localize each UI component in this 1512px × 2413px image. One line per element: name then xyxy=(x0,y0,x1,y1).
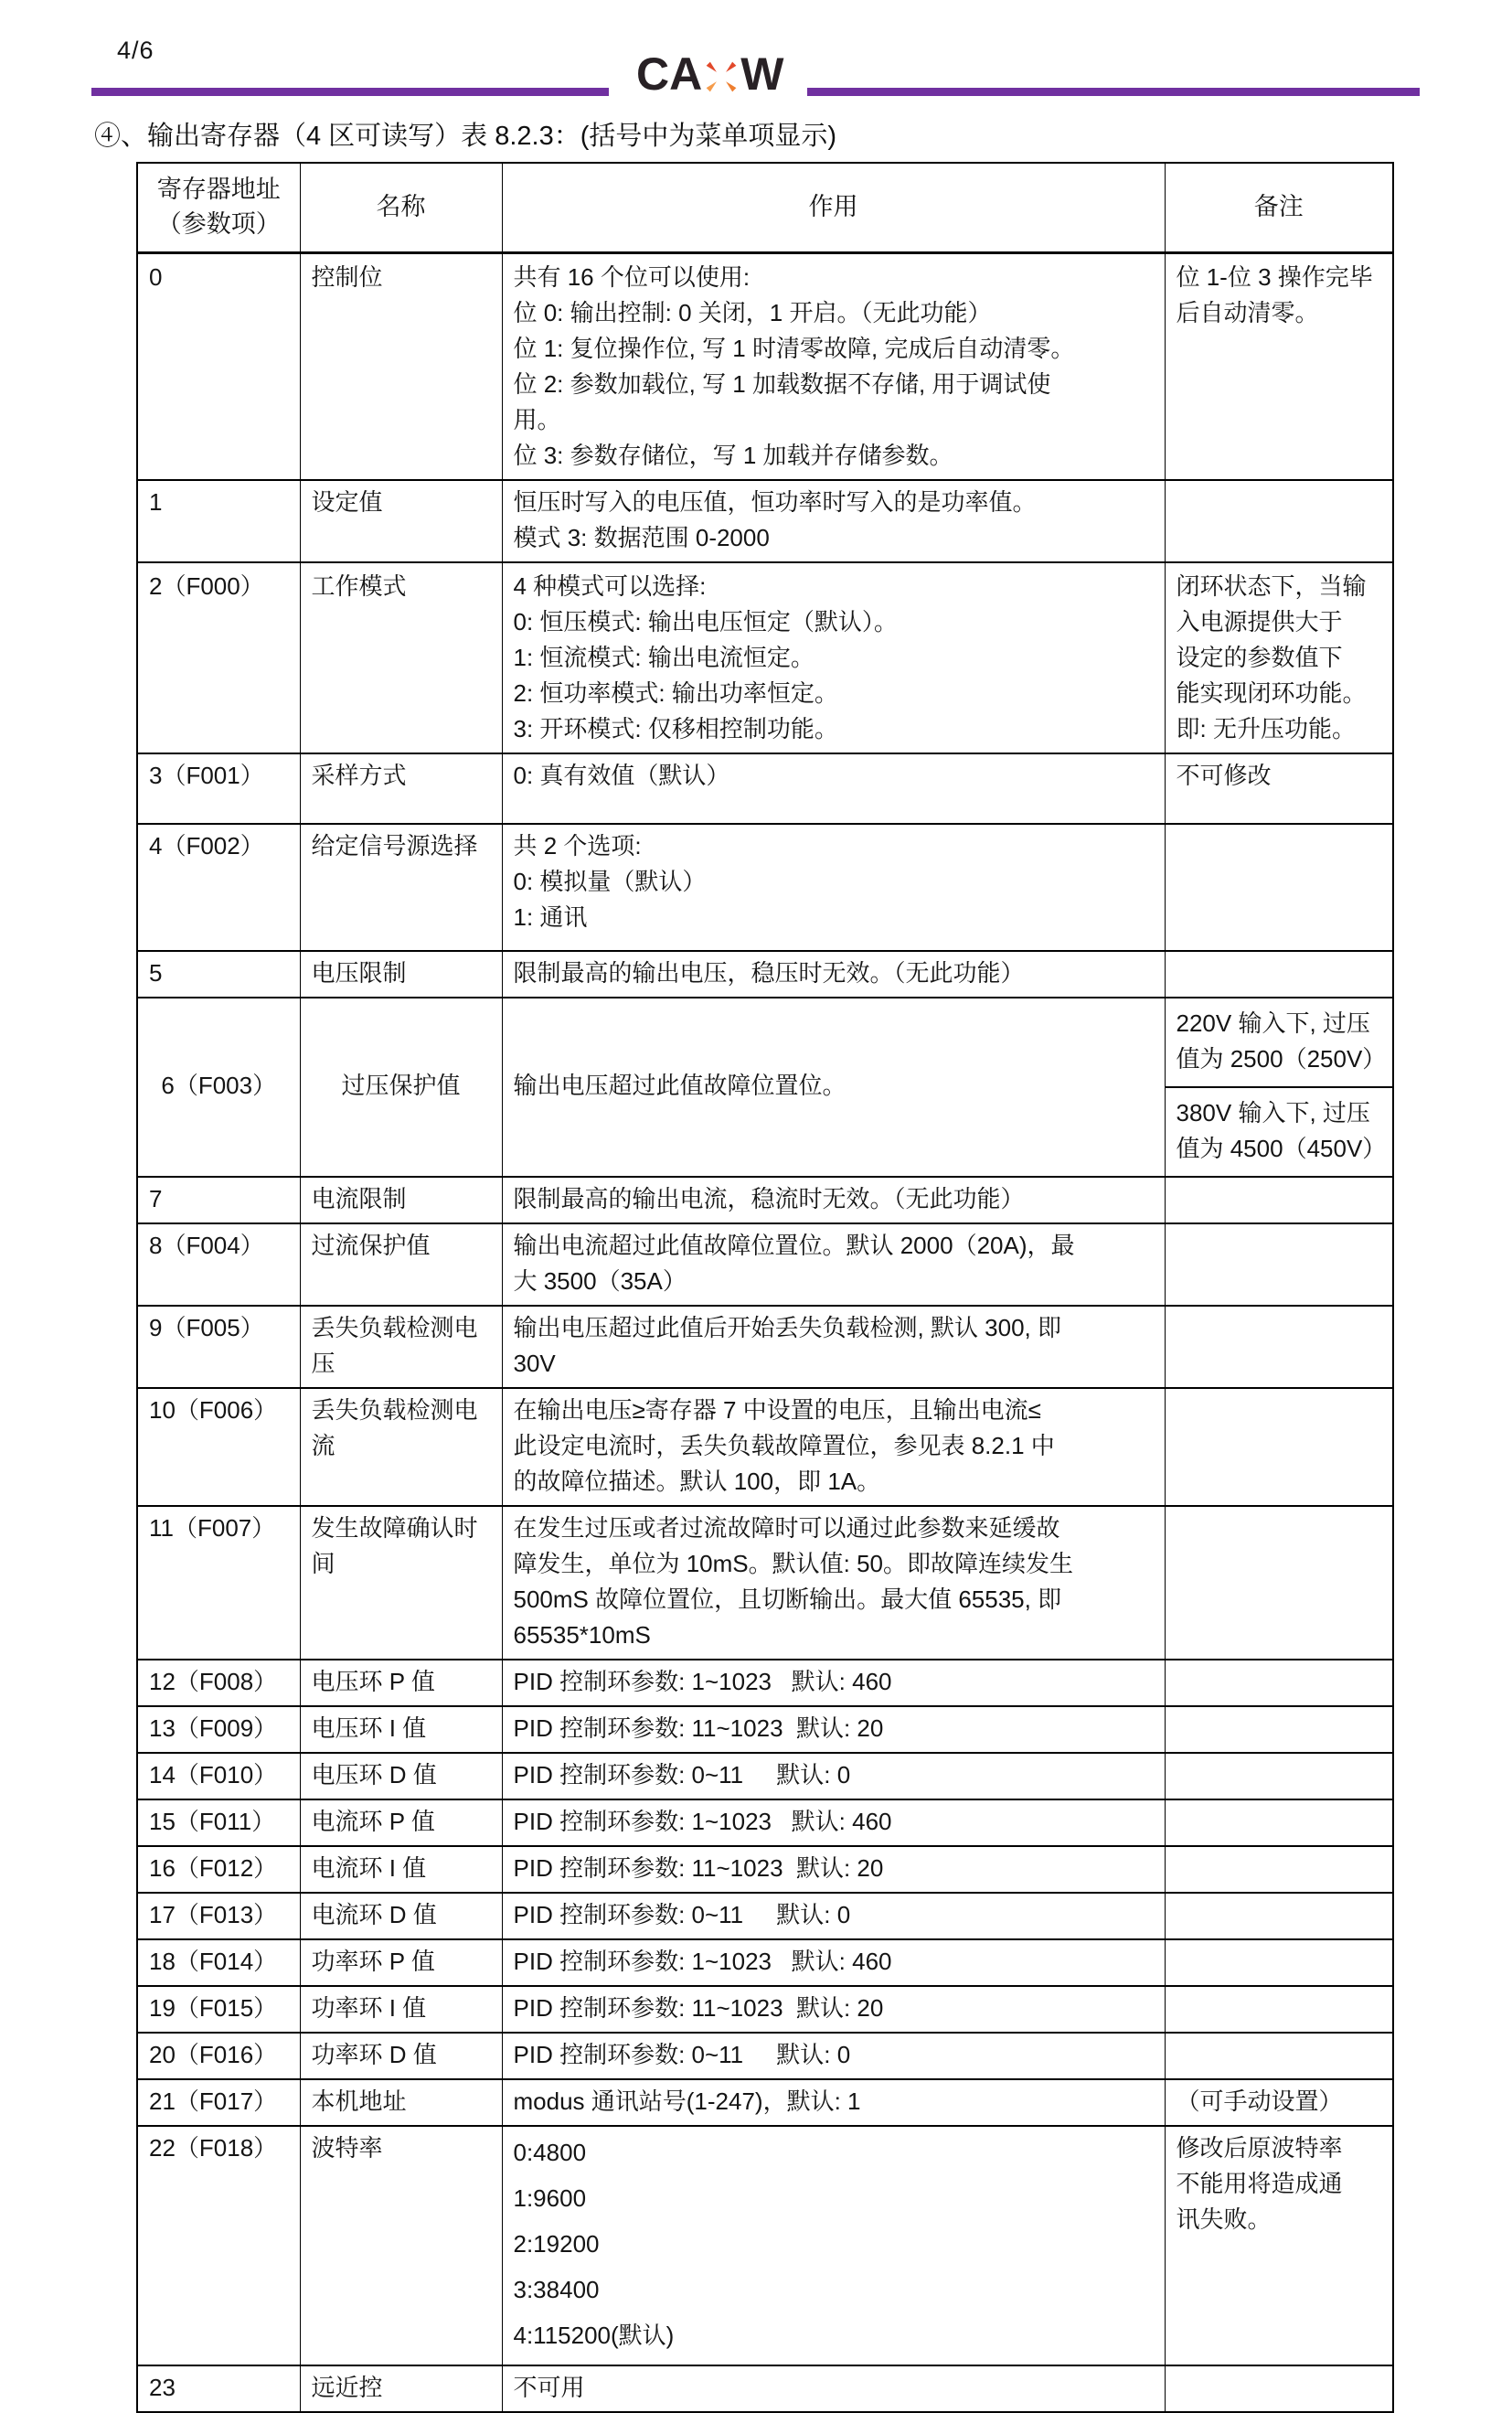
register-action-cell: 恒压时写入的电压值，恒功率时写入的是功率值。 模式 3: 数据范围 0-2000 xyxy=(502,480,1165,562)
table-row xyxy=(137,1706,1393,1753)
register-name-cell: 过流保护值 xyxy=(300,1223,502,1306)
register-address-cell: 20（F016） xyxy=(137,2033,300,2079)
register-action-cell: PID 控制环参数: 0~11 默认: 0 xyxy=(502,2033,1165,2079)
logo-letters-left: CA xyxy=(636,48,703,100)
table-row xyxy=(137,1223,1393,1306)
register-address-cell: 5 xyxy=(137,951,300,998)
register-name-cell: 电压环 P 值 xyxy=(300,1660,502,1706)
table-row xyxy=(137,1893,1393,1939)
register-remark-cell xyxy=(1165,1893,1393,1939)
register-remark-cell xyxy=(1165,1306,1393,1388)
table-row xyxy=(137,1506,1393,1660)
register-name-cell: 功率环 I 值 xyxy=(300,1986,502,2033)
register-address-cell: 22（F018） xyxy=(137,2126,300,2365)
register-action-cell: PID 控制环参数: 1~1023 默认: 460 xyxy=(502,1660,1165,1706)
register-remark-cell xyxy=(1165,1223,1393,1306)
register-remark-cell xyxy=(1165,480,1393,562)
register-name-cell: 丢失负载检测电流 xyxy=(300,1388,502,1506)
register-name-cell: 丢失负载检测电压 xyxy=(300,1306,502,1388)
register-remark-cell: 闭环状态下，当输 入电源提供大于 设定的参数值下 能实现闭环功能。 即: 无升压功能。 xyxy=(1165,562,1393,753)
register-name-cell: 远近控 xyxy=(300,2365,502,2412)
register-name-cell: 电压环 D 值 xyxy=(300,1753,502,1799)
register-remark-cell xyxy=(1165,1388,1393,1506)
register-name-cell: 电压环 I 值 xyxy=(300,1706,502,1753)
table-row xyxy=(137,1986,1393,2033)
table-row xyxy=(137,2033,1393,2079)
registers-table-wrap xyxy=(136,162,1394,2413)
register-name-cell: 采样方式 xyxy=(300,753,502,824)
register-address-cell: 14（F010） xyxy=(137,1753,300,1799)
section-heading: ④、输出寄存器（4 区可读写）表 8.2.3：(括号中为菜单项显示) xyxy=(94,122,837,151)
register-action-cell: 限制最高的输出电流，稳流时无效。（无此功能） xyxy=(502,1177,1165,1223)
col-header-action: 作用 xyxy=(502,163,1165,252)
registers-table xyxy=(136,162,1394,2413)
brand-rule-left-segment xyxy=(91,88,609,96)
register-remark-cell xyxy=(1165,2365,1393,2412)
x-spark-icon xyxy=(704,59,739,94)
register-name-cell: 电流环 I 值 xyxy=(300,1846,502,1893)
register-address-cell: 19（F015） xyxy=(137,1986,300,2033)
register-action-cell: PID 控制环参数: 1~1023 默认: 460 xyxy=(502,1939,1165,1986)
register-remark-cell xyxy=(1165,1177,1393,1223)
register-name-cell: 发生故障确认时间 xyxy=(300,1506,502,1660)
table-row xyxy=(137,1388,1393,1506)
register-address-cell: 1 xyxy=(137,480,300,562)
col-header-remark: 备注 xyxy=(1165,163,1393,252)
col-header-name: 名称 xyxy=(300,163,502,252)
register-address-cell: 17（F013） xyxy=(137,1893,300,1939)
remark-sub-cell: 220V 输入下, 过压 值为 2500（250V） xyxy=(1166,998,1393,1088)
table-row xyxy=(137,2365,1393,2412)
register-address-cell: 6（F003） xyxy=(137,998,300,1177)
register-name-cell: 过压保护值 xyxy=(300,998,502,1177)
brand-rule-right-segment xyxy=(807,88,1420,96)
register-remark-cell xyxy=(1165,1799,1393,1846)
table-body xyxy=(137,252,1393,2412)
register-name-cell: 功率环 D 值 xyxy=(300,2033,502,2079)
register-remark-cell xyxy=(1165,1846,1393,1893)
register-address-cell: 3（F001） xyxy=(137,753,300,824)
register-action-cell: PID 控制环参数: 0~11 默认: 0 xyxy=(502,1893,1165,1939)
register-action-cell: 4 种模式可以选择: 0: 恒压模式: 输出电压恒定（默认）。 1: 恒流模式: 输出电流恒定。 2: 恒功率模式: 输出功率恒定。 3: 开环模式: 仅移相控制功能。 xyxy=(502,562,1165,753)
header-row xyxy=(137,163,1393,252)
register-name-cell: 本机地址 xyxy=(300,2079,502,2126)
brand-logo xyxy=(636,48,784,100)
register-address-cell: 0 xyxy=(137,252,300,480)
table-head xyxy=(137,163,1393,252)
table-row xyxy=(137,1753,1393,1799)
register-action-cell: 0: 真有效值（默认） xyxy=(502,753,1165,824)
register-action-cell: 共 2 个选项: 0: 模拟量（默认） 1: 通讯 xyxy=(502,824,1165,951)
table-row xyxy=(137,1306,1393,1388)
col-header-address: 寄存器地址 （参数项） xyxy=(137,163,300,252)
register-address-cell: 4（F002） xyxy=(137,824,300,951)
register-name-cell: 控制位 xyxy=(300,252,502,480)
register-action-cell: 输出电压超过此值故障位置位。 xyxy=(502,998,1165,1177)
table-row xyxy=(137,824,1393,951)
register-remark-cell xyxy=(1165,824,1393,951)
table-row xyxy=(137,1939,1393,1986)
table-row xyxy=(137,1846,1393,1893)
register-name-cell: 功率环 P 值 xyxy=(300,1939,502,1986)
register-name-cell: 工作模式 xyxy=(300,562,502,753)
register-action-cell: PID 控制环参数: 1~1023 默认: 460 xyxy=(502,1799,1165,1846)
table-row xyxy=(137,1660,1393,1706)
register-remark-cell xyxy=(1165,1506,1393,1660)
remark-sub-cell: 380V 输入下, 过压 值为 4500（450V） xyxy=(1176,1098,1387,1162)
register-address-cell: 8（F004） xyxy=(137,1223,300,1306)
table-row xyxy=(137,753,1393,824)
register-name-cell: 设定值 xyxy=(300,480,502,562)
table-row xyxy=(137,951,1393,998)
register-action-cell: PID 控制环参数: 11~1023 默认: 20 xyxy=(502,1706,1165,1753)
register-address-cell: 12（F008） xyxy=(137,1660,300,1706)
register-remark-cell: 不可修改 xyxy=(1165,753,1393,824)
register-address-cell: 11（F007） xyxy=(137,1506,300,1660)
register-address-cell: 15（F011） xyxy=(137,1799,300,1846)
register-name-cell: 给定信号源选择 xyxy=(300,824,502,951)
table-row xyxy=(137,252,1393,480)
register-action-cell: modus 通讯站号(1-247)，默认: 1 xyxy=(502,2079,1165,2126)
register-address-cell: 16（F012） xyxy=(137,1846,300,1893)
table-row xyxy=(137,2079,1393,2126)
register-action-cell: PID 控制环参数: 11~1023 默认: 20 xyxy=(502,1846,1165,1893)
register-action-cell: 限制最高的输出电压，稳压时无效。（无此功能） xyxy=(502,951,1165,998)
register-remark-cell xyxy=(1165,951,1393,998)
register-action-cell: 输出电压超过此值后开始丢失负载检测, 默认 300, 即 30V xyxy=(502,1306,1165,1388)
register-remark-cell xyxy=(1165,1706,1393,1753)
register-address-cell: 7 xyxy=(137,1177,300,1223)
register-address-cell: 18（F014） xyxy=(137,1939,300,1986)
register-address-cell: 13（F009） xyxy=(137,1706,300,1753)
register-action-cell: PID 控制环参数: 0~11 默认: 0 xyxy=(502,1753,1165,1799)
register-name-cell: 电流限制 xyxy=(300,1177,502,1223)
register-action-cell: 在输出电压≥寄存器 7 中设置的电压，且输出电流≤ 此设定电流时，丢失负载故障置位，参见表 8.2.1 中 的故障位描述。默认 100，即 1A。 xyxy=(502,1388,1165,1506)
register-remark-cell: 修改后原波特率 不能用将造成通 讯失败。 xyxy=(1165,2126,1393,2365)
register-action-cell: PID 控制环参数: 11~1023 默认: 20 xyxy=(502,1986,1165,2033)
table-row xyxy=(137,480,1393,562)
register-name-cell: 电压限制 xyxy=(300,951,502,998)
table-row xyxy=(137,562,1393,753)
register-address-cell: 2（F000） xyxy=(137,562,300,753)
register-name-cell: 波特率 xyxy=(300,2126,502,2365)
register-address-cell: 23 xyxy=(137,2365,300,2412)
table-row xyxy=(137,2126,1393,2365)
register-remark-cell xyxy=(1165,1753,1393,1799)
logo-letters-right: W xyxy=(740,48,784,100)
register-remark-cell: 位 1-位 3 操作完毕 后自动清零。 xyxy=(1165,252,1393,480)
register-action-cell: 0:4800 1:9600 2:19200 3:38400 4:115200(默认) xyxy=(502,2126,1165,2365)
register-remark-cell xyxy=(1165,2033,1393,2079)
register-address-cell: 9（F005） xyxy=(137,1306,300,1388)
register-action-cell: 在发生过压或者过流故障时可以通过此参数来延缓故 障发生，单位为 10mS。默认值: 50。即故障连续发生 500mS 故障位置位，且切断输出。最大值 65535, 即 65535*10mS xyxy=(502,1506,1165,1660)
register-remark-cell xyxy=(1165,1986,1393,2033)
register-remark-cell: （可手动设置） xyxy=(1165,2079,1393,2126)
table-row xyxy=(137,1799,1393,1846)
register-action-cell: 输出电流超过此值故障位置位。默认 2000（20A)，最 大 3500（35A） xyxy=(502,1223,1165,1306)
register-action-cell: 不可用 xyxy=(502,2365,1165,2412)
table-row xyxy=(137,998,1393,1177)
register-action-cell: 共有 16 个位可以使用: 位 0: 输出控制: 0 关闭，1 开启。（无此功能） 位 1: 复位操作位, 写 1 时清零故障, 完成后自动清零。 位 2: 参数加载位, 写 1 加载数据不存储, 用于调试使 用。 位 3: 参数存储位，写 1 加载并存储参数。 xyxy=(502,252,1165,480)
register-address-cell: 21（F017） xyxy=(137,2079,300,2126)
register-name-cell: 电流环 D 值 xyxy=(300,1893,502,1939)
page-number: 4/6 xyxy=(117,37,154,64)
register-remark-cell xyxy=(1165,1939,1393,1986)
register-address-cell: 10（F006） xyxy=(137,1388,300,1506)
table-row xyxy=(137,1177,1393,1223)
register-name-cell: 电流环 P 值 xyxy=(300,1799,502,1846)
register-remark-cell xyxy=(1165,1660,1393,1706)
register-remark-cell xyxy=(1165,998,1393,1177)
